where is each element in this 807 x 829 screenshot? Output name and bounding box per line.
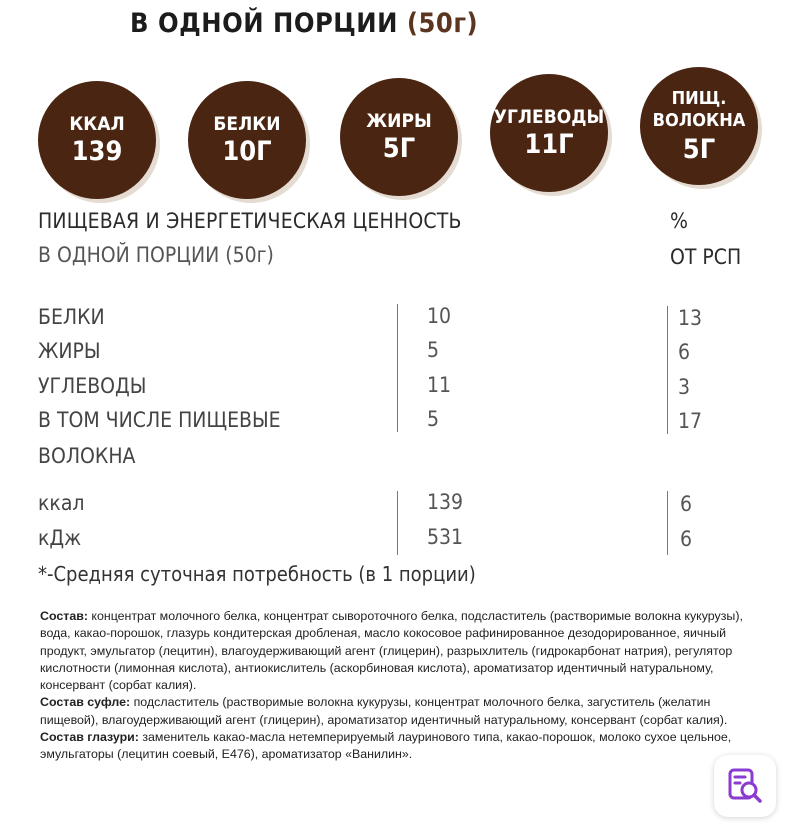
souffle-composition-label: Состав суфле:: [40, 695, 131, 710]
composition-label: Состав:: [40, 609, 88, 623]
table-subtitle: В ОДНОЙ ПОРЦИИ (50г): [38, 243, 274, 267]
nutrient-name: УГЛЕВОДЫ: [38, 374, 147, 398]
nutrient-name: ЖИРЫ: [38, 339, 101, 363]
footnote: *-Средняя суточная потребность (в 1 порции): [38, 562, 476, 586]
pct-header-label: ОТ РСП: [670, 245, 742, 269]
value-divider: [397, 304, 398, 432]
carbs-circle-label: УГЛЕВОДЫ: [493, 105, 605, 128]
composition-block: [40, 608, 760, 764]
energy-value: 531: [427, 525, 464, 549]
glaze-composition-label: Состав глазури:: [40, 730, 139, 745]
nutrient-pct: 6: [678, 340, 691, 364]
nutrient-name-cont: ВОЛОКНА: [38, 444, 136, 468]
energy-value-divider: [397, 491, 398, 555]
nutrient-pct: 17: [678, 409, 703, 433]
nutrient-value: 5: [427, 407, 440, 431]
nutrient-pct: 3: [678, 375, 691, 399]
kcal-circle: [38, 81, 156, 199]
kcal-circle-value: 139: [71, 135, 123, 167]
protein-circle-label: БЕЛКИ: [213, 112, 281, 135]
serving-heading: [130, 8, 478, 39]
composition-paragraph: [40, 608, 760, 694]
carbs-circle-value: 11Г: [524, 128, 574, 160]
protein-circle-value: 10Г: [222, 135, 272, 167]
composition-text: концентрат молочного белка, концентрат сывороточного белка, подсластитель (растворимые волокна кукурузы), вода, какао-порошок, глазурь кондитерская дробленая, масло кокосовое рафинированное дезодорированное, яичный продукт, эмульгатор (лецитин), влагоудерживающий агент (глицерин), разрыхлитель (гидрокарбонат натрия), регулятор кислотности (лимонная кислота), антиокислитель (аскорбиновая кислота), ароматизатор идентичный натуральному, консервант (сорбат калия).: [40, 609, 743, 693]
fat-circle-value: 5Г: [382, 132, 416, 164]
table-title: ПИЩЕВАЯ И ЭНЕРГЕТИЧЕСКАЯ ЦЕННОСТЬ: [38, 209, 462, 233]
zoom-search-button[interactable]: [714, 755, 776, 817]
search-document-icon: [725, 766, 765, 806]
nutrient-name: БЕЛКИ: [38, 305, 105, 329]
nutrient-value: 11: [427, 373, 452, 397]
energy-name: ккал: [38, 491, 85, 515]
fiber-circle-label: ПИЩ. ВОЛОКНА: [652, 87, 746, 132]
pct-header-symbol: %: [670, 209, 688, 233]
nutrient-name: В ТОМ ЧИСЛЕ ПИЩЕВЫЕ: [38, 408, 281, 432]
nutrient-pct: 13: [678, 306, 703, 330]
energy-value: 139: [427, 490, 464, 514]
fat-circle-label: ЖИРЫ: [366, 109, 432, 132]
fiber-circle: [640, 67, 758, 185]
nutrient-value: 10: [427, 304, 452, 328]
energy-pct: 6: [680, 527, 693, 551]
kcal-circle-label: ККАЛ: [69, 112, 125, 135]
nutrient-value: 5: [427, 338, 440, 362]
serving-heading-text: В ОДНОЙ ПОРЦИИ: [130, 8, 407, 39]
carbs-circle: [490, 74, 608, 192]
pct-divider: [667, 306, 668, 434]
souffle-composition-paragraph: [40, 694, 760, 729]
protein-circle: [188, 81, 306, 199]
fiber-circle-value: 5Г: [682, 133, 716, 165]
serving-amount: (50г): [406, 8, 479, 39]
energy-pct: 6: [680, 492, 693, 516]
glaze-composition-text: заменитель какао-масла нетемперируемый лауринового типа, какао-порошок, молоко сухое цельное, эмульгаторы (лецитин соевый, E476), ароматизатор «Ванилин».: [40, 730, 732, 762]
glaze-composition-paragraph: [40, 729, 760, 764]
souffle-composition-text: подсластитель (растворимые волокна кукурузы, концентрат молочного белка, загуститель (желатин пищевой), влагоудерживающий агент (глицерин), ароматизатор идентичный натуральному, консервант (сорбат калия).: [40, 695, 728, 727]
fat-circle: [340, 78, 458, 196]
energy-name: кДж: [38, 526, 82, 550]
energy-pct-divider: [667, 491, 668, 555]
